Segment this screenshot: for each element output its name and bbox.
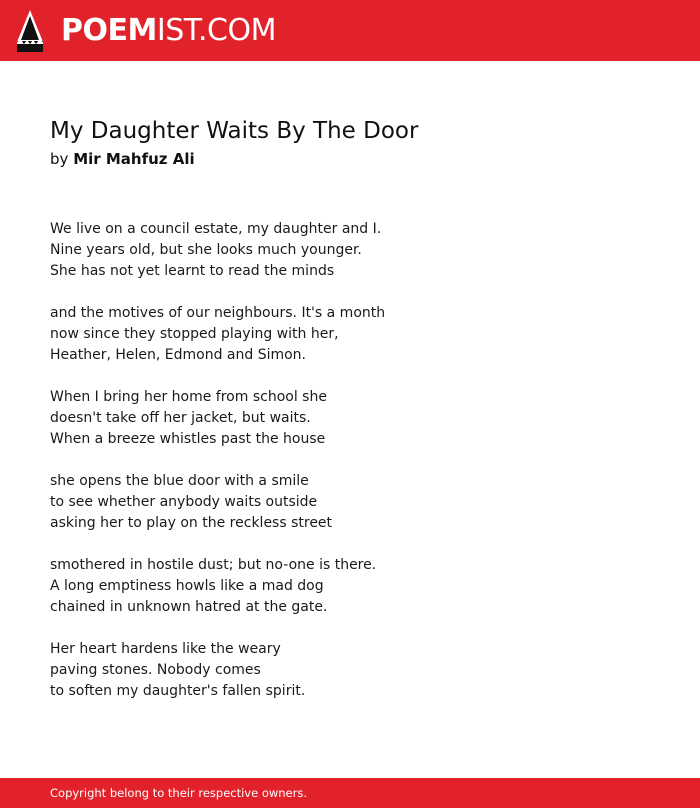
poem-line: Nine years old, but she looks much younger. (50, 242, 362, 258)
poem-title: My Daughter Waits By The Door (50, 118, 419, 144)
pencil-logo-icon[interactable] (17, 10, 43, 52)
poem-line: A long emptiness howls like a mad dog (50, 578, 324, 594)
stanza (50, 303, 650, 366)
poem-byline (50, 149, 195, 169)
stanza (50, 219, 650, 282)
site-header (0, 0, 700, 61)
by-label: by (50, 150, 69, 168)
poem-line: She has not yet learnt to read the minds (50, 263, 335, 279)
stanza (50, 639, 650, 702)
poem-line: Heather, Helen, Edmond and Simon. (50, 347, 307, 363)
poem-body (50, 219, 650, 723)
poem-line: When a breeze whistles past the house (50, 431, 326, 447)
poem-line: paving stones. Nobody comes (50, 662, 261, 678)
poem-line: We live on a council estate, my daughter and I. (50, 221, 382, 237)
poem-line: she opens the blue door with a smile (50, 473, 309, 489)
logo-light-text: IST.COM (156, 13, 276, 48)
site-logo[interactable] (61, 10, 276, 52)
poem-line: chained in unknown hatred at the gate. (50, 599, 328, 615)
poem-line: to soften my daughter's fallen spirit. (50, 683, 306, 699)
poem-line: smothered in hostile dust; but no-one is there. (50, 557, 377, 573)
stanza (50, 471, 650, 534)
poem-line: and the motives of our neighbours. It's a month (50, 305, 386, 321)
poem-line: Her heart hardens like the weary (50, 641, 281, 657)
poem-line: now since they stopped playing with her, (50, 326, 339, 342)
author-name: Mir Mahfuz Ali (73, 150, 195, 168)
poem-line: asking her to play on the reckless street (50, 515, 333, 531)
site-footer (0, 778, 700, 808)
stanza (50, 555, 650, 618)
poem-line: doesn't take off her jacket, but waits. (50, 410, 311, 426)
stanza (50, 387, 650, 450)
copyright-notice: Copyright belong to their respective owners. (50, 786, 308, 800)
poem-line: When I bring her home from school she (50, 389, 327, 405)
logo-bold-text: POEM (61, 13, 157, 48)
poem-line: to see whether anybody waits outside (50, 494, 318, 510)
